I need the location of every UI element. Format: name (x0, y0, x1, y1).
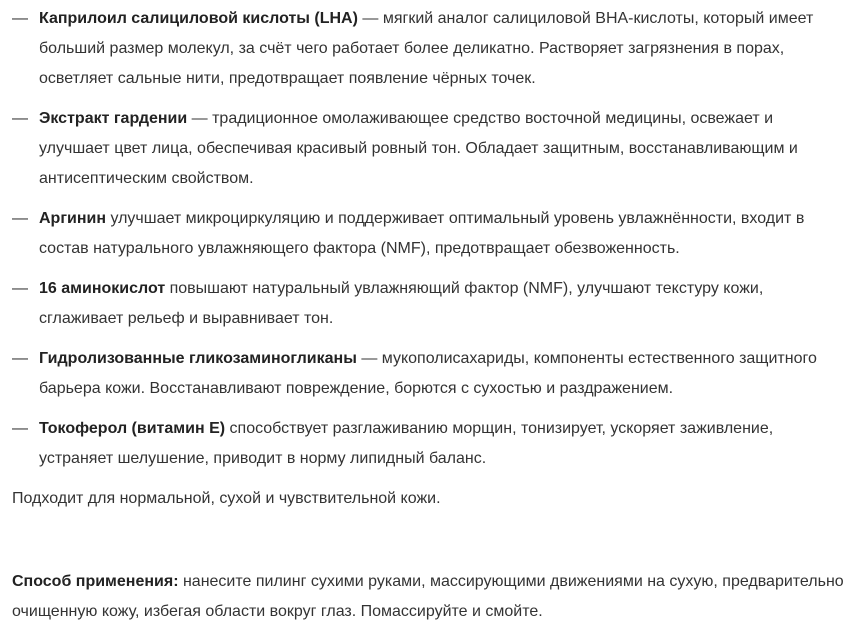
list-dash: — (12, 350, 28, 367)
list-item (12, 344, 842, 404)
ingredient-description: повышают натуральный увлажняющий фактор (NMF), улучшают текстуру кожи, сглаживает рельеф и выравнивает тон. (39, 280, 764, 327)
ingredient-name: 16 аминокислот (39, 280, 166, 297)
ingredient-description: — традиционное омолаживающее средство восточной медицины, освежает и улучшает цвет лица, обеспечивая красивый ровный тон. Обладает защитным, восстанавливающим и антисептическим свойством. (39, 110, 798, 187)
list-dash: — (12, 280, 28, 297)
ingredient-name: Каприлоил салициловой кислоты (LHA) (39, 10, 358, 27)
list-dash: — (12, 420, 28, 437)
list-dash: — (12, 10, 28, 27)
ingredient-description: способствует разглаживанию морщин, тонизирует, ускоряет заживление, устраняет шелушение, приводит в норму липидный баланс. (39, 420, 774, 467)
list-item (12, 104, 842, 194)
ingredient-name: Аргинин (39, 210, 106, 227)
list-dash: — (12, 110, 28, 127)
ingredient-name: Токоферол (витамин Е) (39, 420, 226, 437)
ingredient-name: Гидролизованные гликозаминогликаны (39, 350, 357, 367)
ingredient-name: Экстракт гардении (39, 110, 188, 127)
list-item (12, 414, 842, 474)
ingredient-description: улучшает микроциркуляцию и поддерживает оптимальный уровень увлажнённости, входит в состав натурального увлажняющего фактора (NMF), предотвращает обезвоженность. (39, 210, 805, 257)
usage-text: нанесите пилинг сухими руками, массирующими движениями на сухую, предварительно очищенную кожу, избегая области вокруг глаз. Помассируйте и смойте. (12, 573, 844, 620)
usage-instructions (12, 567, 847, 627)
list-item (12, 204, 842, 264)
usage-label: Способ применения: (12, 573, 179, 590)
ingredient-description: — мукополисахариды, компоненты естественного защитного барьера кожи. Восстанавливают повреждение, борются с сухостью и раздражением. (39, 350, 817, 397)
skin-type-note: Подходит для нормальной, сухой и чувствительной кожи. (12, 490, 441, 507)
list-item (12, 274, 842, 334)
ingredient-description: — мягкий аналог салициловой BHA-кислоты, который имеет больший размер молекул, за счёт чего работает более деликатно. Растворяет загрязнения в порах, осветляет сальные нити, предотвращает появление чёрных точек. (39, 10, 814, 87)
ingredients-list (12, 4, 842, 484)
list-item (12, 4, 842, 94)
list-dash: — (12, 210, 28, 227)
